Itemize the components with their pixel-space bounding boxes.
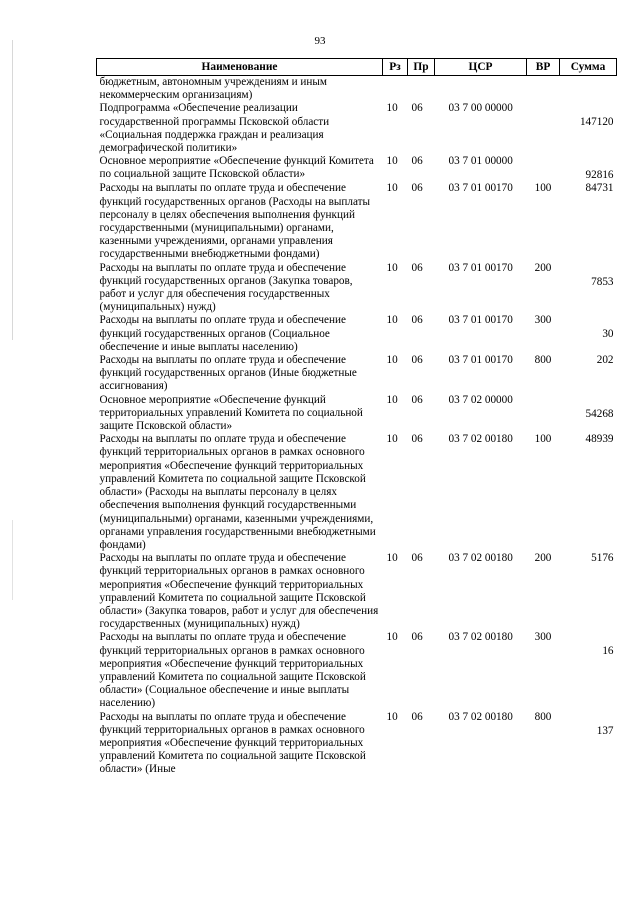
row-sum: 202 bbox=[596, 354, 614, 367]
table-row bbox=[97, 155, 617, 182]
row-pr: 06 bbox=[411, 182, 423, 195]
row-rz: 10 bbox=[386, 552, 398, 565]
row-name: Подпрограмма «Обеспечение реализации государственной программы Псковской области «Социальная поддержка граждан и реализация демографической политики» bbox=[99, 102, 330, 155]
row-rz: 10 bbox=[386, 354, 398, 367]
row-rz: 10 bbox=[386, 314, 398, 327]
table-row bbox=[97, 631, 617, 710]
row-sum bbox=[560, 314, 617, 354]
row-pr: 06 bbox=[411, 354, 423, 367]
header-vr: ВР bbox=[527, 59, 560, 76]
row-name: Расходы на выплаты по оплате труда и обеспечение функций государственных органов (Социальное обеспечение и иные выплаты населению) bbox=[99, 314, 346, 353]
header-pr: Пр bbox=[408, 59, 435, 76]
row-rz bbox=[383, 76, 408, 103]
row-csr: 03 7 02 00000 bbox=[448, 393, 513, 406]
row-name: Основное мероприятие «Обеспечение функций территориальных управлений Комитета по социальной защите Псковской области» bbox=[99, 393, 363, 433]
row-vr: 800 bbox=[534, 710, 552, 723]
header-sum: Сумма bbox=[560, 59, 617, 76]
row-sum: 84731 bbox=[585, 182, 614, 195]
row-name: Расходы на выплаты по оплате труда и обеспечение функций государственных органов (Расходы на выплаты персоналу в целях обеспечения выполнения функций государственными (муниципальными) органами, казенными учреждениями, органами управления государственными внебюджетными фондами) bbox=[99, 182, 371, 261]
row-rz: 10 bbox=[386, 433, 398, 446]
table-header-row bbox=[97, 59, 617, 76]
row-vr: 100 bbox=[534, 433, 552, 446]
row-sum bbox=[560, 76, 617, 103]
row-csr: 03 7 02 00180 bbox=[448, 433, 513, 446]
table-row bbox=[97, 354, 617, 394]
row-pr: 06 bbox=[411, 433, 423, 446]
row-rz: 10 bbox=[386, 155, 398, 168]
table-row bbox=[97, 433, 617, 552]
row-rz: 10 bbox=[386, 631, 398, 644]
table-row bbox=[97, 262, 617, 315]
row-csr: 03 7 02 00180 bbox=[448, 710, 513, 723]
header-csr: ЦСР bbox=[435, 59, 527, 76]
row-sum-value: 92816 bbox=[585, 169, 614, 182]
row-pr: 06 bbox=[411, 102, 423, 115]
row-sum bbox=[560, 102, 617, 155]
row-sum bbox=[560, 394, 617, 434]
row-name: Расходы на выплаты по оплате труда и обеспечение функций территориальных органов в рамках основного мероприятия «Обеспечение функций территориальных управлений Комитета по социальной защите Псковской области» (Закупка товаров, работ и услуг для обеспечения государственных (муниципальных) нужд) bbox=[99, 552, 379, 631]
table-row bbox=[97, 76, 617, 103]
table-row bbox=[97, 182, 617, 261]
table-row bbox=[97, 552, 617, 631]
row-vr bbox=[527, 102, 560, 155]
row-sum-value: 7853 bbox=[591, 275, 614, 288]
row-vr: 800 bbox=[534, 354, 552, 367]
row-csr: 03 7 01 00000 bbox=[448, 155, 513, 168]
row-name: Расходы на выплаты по оплате труда и обеспечение функций государственных органов (Иные бюджетные ассигнования) bbox=[99, 354, 357, 393]
table-row bbox=[97, 102, 617, 155]
row-pr: 06 bbox=[411, 314, 423, 327]
row-pr: 06 bbox=[411, 631, 423, 644]
row-rz: 10 bbox=[386, 393, 398, 406]
row-name: Расходы на выплаты по оплате труда и обеспечение функций государственных органов (Закупка товаров, работ и услуг для обеспечения государственных (муниципальных) нужд) bbox=[99, 261, 353, 314]
row-name: Расходы на выплаты по оплате труда и обеспечение функций территориальных органов в рамках основного мероприятия «Обеспечение функций территориальных управлений Комитета по социальной защите Псковской области» (Иные bbox=[99, 710, 366, 776]
row-vr: 300 bbox=[534, 314, 552, 327]
row-pr: 06 bbox=[411, 552, 423, 565]
row-sum-value: 30 bbox=[602, 328, 614, 341]
row-vr: 200 bbox=[534, 261, 552, 274]
row-sum bbox=[560, 631, 617, 710]
table-row bbox=[97, 314, 617, 354]
row-rz: 10 bbox=[386, 102, 398, 115]
row-csr: 03 7 01 00170 bbox=[448, 314, 513, 327]
row-sum bbox=[560, 711, 617, 777]
row-name: Основное мероприятие «Обеспечение функций Комитета по социальной защите Псковской области» bbox=[99, 155, 374, 181]
row-rz: 10 bbox=[386, 710, 398, 723]
row-vr: 100 bbox=[534, 182, 552, 195]
row-name: Расходы на выплаты по оплате труда и обеспечение функций территориальных органов в рамках основного мероприятия «Обеспечение функций территориальных управлений Комитета по социальной защите Псковской области» (Расходы на выплаты персоналу в целях обеспечения выполнения функций государственными (муниципальными) органами, казенными учреждениями, органами управления государственными внебюджетными фондами) bbox=[99, 433, 376, 551]
row-csr: 03 7 02 00180 bbox=[448, 552, 513, 565]
row-csr: 03 7 01 00170 bbox=[448, 354, 513, 367]
row-sum-value: 54268 bbox=[585, 407, 614, 420]
row-rz: 10 bbox=[386, 261, 398, 274]
table-row bbox=[97, 394, 617, 434]
row-vr bbox=[527, 155, 560, 182]
row-csr: 03 7 01 00170 bbox=[448, 261, 513, 274]
row-sum-value: 147120 bbox=[579, 116, 614, 129]
row-pr: 06 bbox=[411, 393, 423, 406]
scan-artifact-line bbox=[12, 520, 13, 600]
row-pr: 06 bbox=[411, 710, 423, 723]
header-name: Наименование bbox=[97, 59, 383, 76]
row-pr bbox=[408, 76, 435, 103]
row-csr: 03 7 01 00170 bbox=[448, 182, 513, 195]
table-row bbox=[97, 711, 617, 777]
row-pr: 06 bbox=[411, 261, 423, 274]
row-csr: 03 7 02 00180 bbox=[448, 631, 513, 644]
row-sum-value: 16 bbox=[602, 645, 614, 658]
row-vr: 200 bbox=[534, 552, 552, 565]
row-vr bbox=[527, 394, 560, 434]
row-sum bbox=[560, 262, 617, 315]
row-sum bbox=[560, 155, 617, 182]
row-pr: 06 bbox=[411, 155, 423, 168]
row-rz: 10 bbox=[386, 182, 398, 195]
row-sum: 5176 bbox=[591, 552, 614, 565]
row-vr bbox=[527, 76, 560, 103]
row-csr: 03 7 00 00000 bbox=[448, 102, 513, 115]
page-number: 93 bbox=[314, 35, 326, 47]
row-vr: 300 bbox=[534, 631, 552, 644]
row-name: бюджетным, автономным учреждениям и иным некоммерческим организациям) bbox=[99, 76, 327, 102]
budget-table bbox=[96, 58, 617, 777]
scan-artifact-line bbox=[12, 40, 13, 340]
row-sum-value: 137 bbox=[596, 724, 614, 737]
header-rz: Рз bbox=[383, 59, 408, 76]
row-sum: 48939 bbox=[585, 433, 614, 446]
row-csr bbox=[435, 76, 527, 103]
row-name: Расходы на выплаты по оплате труда и обеспечение функций территориальных органов в рамках основного мероприятия «Обеспечение функций территориальных управлений Комитета по социальной защите Псковской области» (Социальное обеспечение и иные выплаты населению) bbox=[99, 631, 366, 710]
